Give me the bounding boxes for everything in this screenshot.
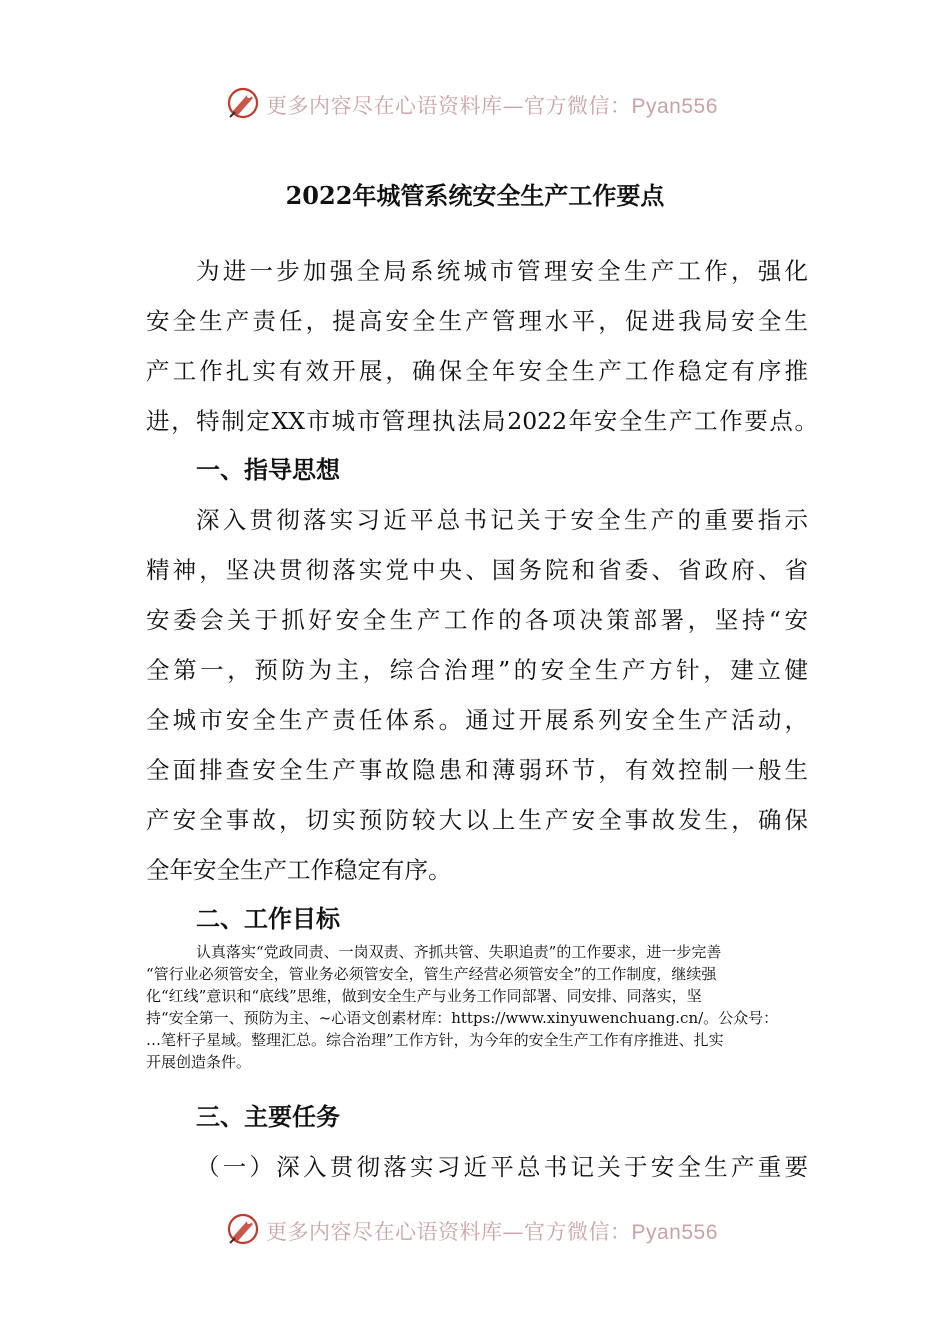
section2-line-2: “管行业必须管安全，管业务必须管安全，管生产经营必须管安全”的工作制度，继续强 [146, 965, 717, 983]
intro-line-2: 安全生产责任，提高安全生产管理水平，促进我局安全生 [146, 307, 808, 335]
section3-line-1: （一）深入贯彻落实习近平总书记关于安全生产重要 [196, 1153, 808, 1181]
footer-watermark [0, 1210, 950, 1250]
section2-line-5: …笔杆子星域。整理汇总。综合治理”工作方针，为今年的安全生产工作有序推进、扎实 [146, 1031, 724, 1049]
section3-heading: 三、主要任务 [196, 1103, 340, 1131]
pen-logo-icon [226, 86, 260, 120]
section2-line-3: 化“红线”意识和“底线”思维，做到安全生产与业务工作同部署、同安排、同落实，坚 [146, 987, 702, 1005]
watermark-text: 更多内容尽在心语资料库—官方微信：Pyan556 [266, 94, 718, 118]
intro-line-4: 进，特制定XX市城市管理执法局2022年安全生产工作要点。 [146, 407, 818, 435]
section1-line-4: 全第一，预防为主，综合治理”的安全生产方针，建立健 [146, 656, 808, 684]
intro-line-3: 产工作扎实有效开展，确保全年安全生产工作稳定有序推 [146, 357, 808, 385]
section1-heading: 一、指导思想 [196, 456, 340, 484]
watermark-text: 更多内容尽在心语资料库—官方微信：Pyan556 [266, 1220, 718, 1244]
section1-line-6: 全面排查安全生产事故隐患和薄弱环节，有效控制一般生 [146, 756, 808, 784]
section1-line-3: 安委会关于抓好安全生产工作的各项决策部署，坚持“安 [146, 606, 808, 634]
section1-line-5: 全城市安全生产责任体系。通过开展系列安全生产活动， [146, 706, 808, 734]
watermark-wechat: Pyan556 [631, 95, 718, 118]
section2-line-6: 开展创造条件。 [146, 1053, 252, 1071]
watermark-wechat: Pyan556 [631, 1221, 718, 1244]
header-watermark [0, 84, 950, 124]
section2-line-1: 认真落实“党政同责、一岗双责、齐抓共管、失职追责”的工作要求，进一步完善 [196, 943, 722, 961]
intro-line-1: 为进一步加强全局系统城市管理安全生产工作，强化 [196, 257, 808, 285]
section1-line-7: 产安全事故，切实预防较大以上生产安全事故发生，确保 [146, 806, 808, 834]
section2-line-4: 持“安全第一、预防为主、~心语文创素材库：https://www.xinyuwenchuang.cn/。公众号： [146, 1009, 779, 1027]
pen-logo-icon [226, 1212, 260, 1246]
section1-line-2: 精神，坚决贯彻落实党中央、国务院和省委、省政府、省 [146, 556, 808, 584]
document-title: 2022年城管系统安全生产工作要点 [285, 181, 665, 210]
section1-line-8: 全年安全生产工作稳定有序。 [146, 856, 452, 884]
section2-heading: 二、工作目标 [196, 905, 340, 933]
section1-line-1: 深入贯彻落实习近平总书记关于安全生产的重要指示 [196, 506, 808, 534]
